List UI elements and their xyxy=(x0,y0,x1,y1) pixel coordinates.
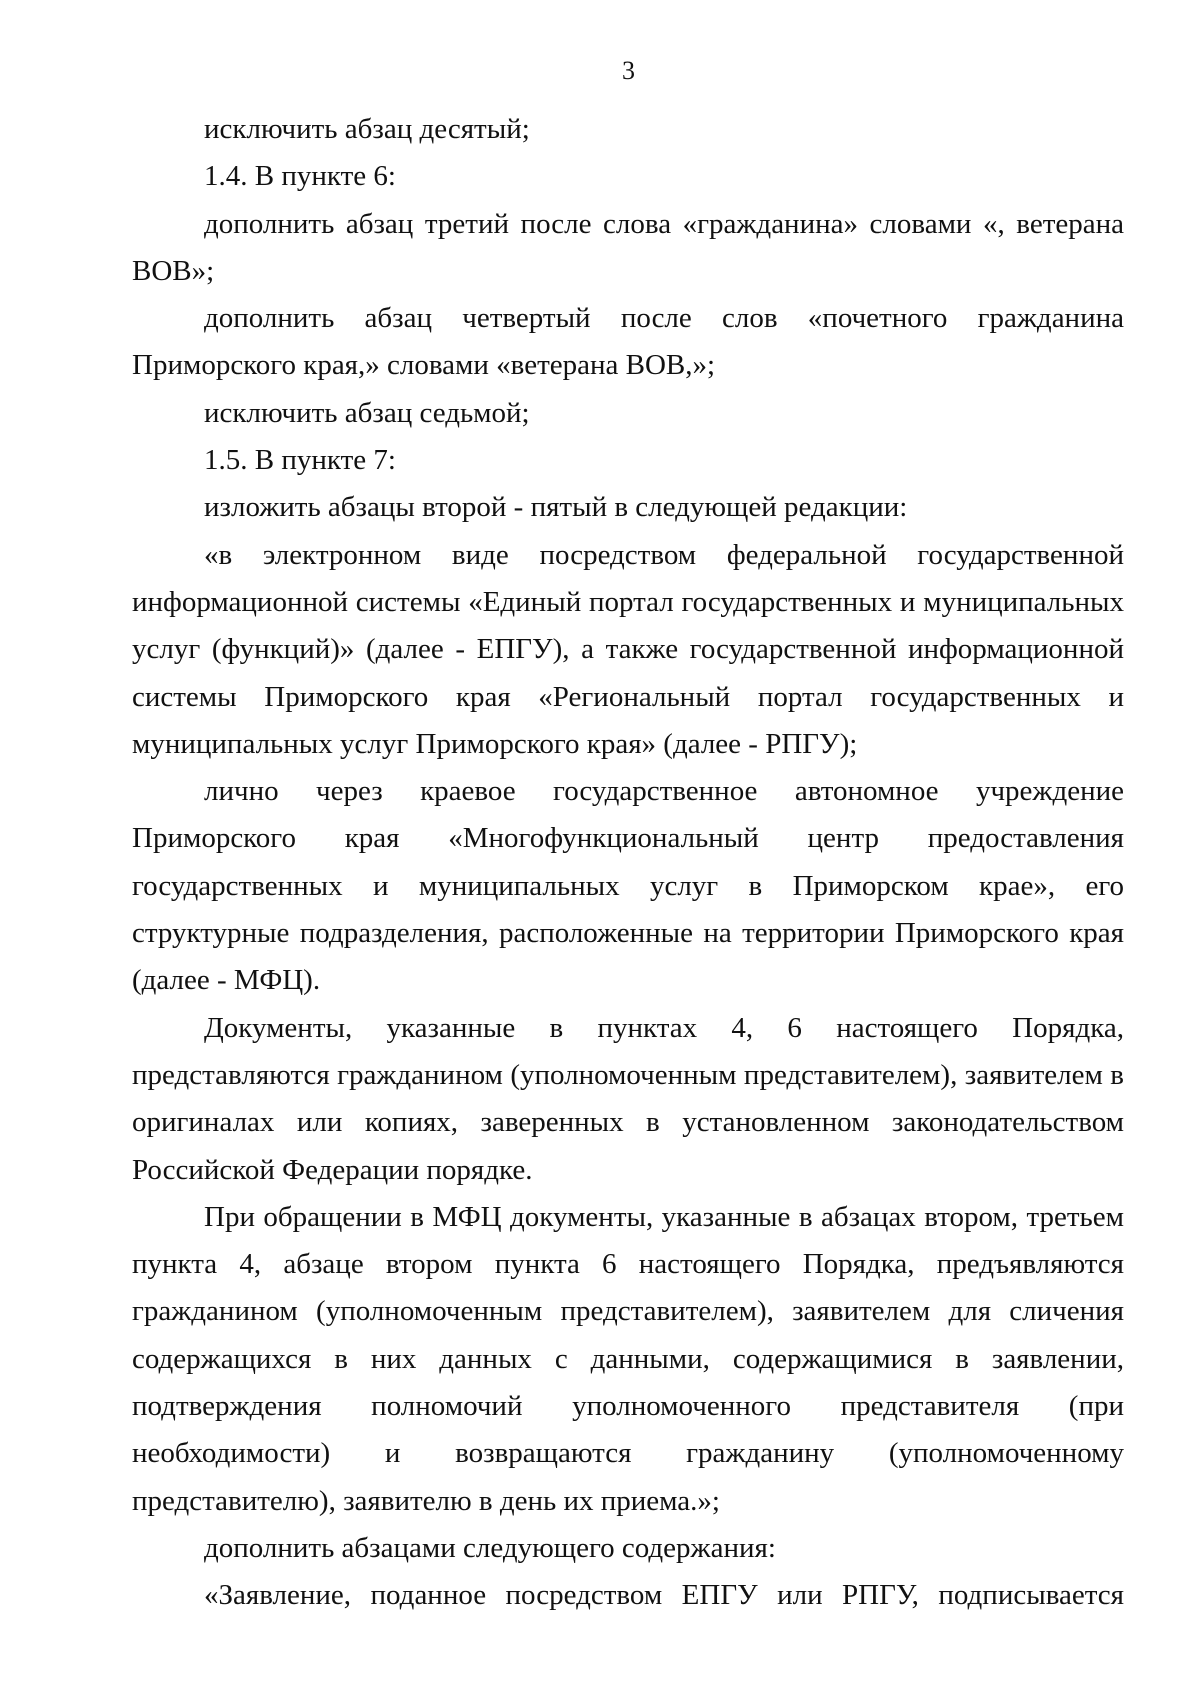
page-number: 3 xyxy=(622,56,635,85)
paragraph-exclude-tenth: исключить абзац десятый; xyxy=(204,113,530,145)
paragraph-exclude-seventh: исключить абзац седьмой; xyxy=(204,396,530,429)
paragraph-amend-third: дополнить абзац третий после слова «гражданина» словами «, ветерана ВОВ»; xyxy=(132,207,1124,287)
document-body xyxy=(132,106,1124,1620)
paragraph-supplement-intro: дополнить абзацами следующего содержания: xyxy=(204,1531,776,1564)
paragraph-item-1-5: 1.5. В пункте 7: xyxy=(204,444,396,477)
paragraph-restate-intro: изложить абзацы второй - пятый в следующей редакции: xyxy=(204,491,908,524)
paragraph-mfc-verification: При обращении в МФЦ документы, указанные в абзацах втором, третьем пункта 4, абзаце втором пункта 6 настоящего Порядка, предъявляются гражданином (уполномоченным представителем), заявителем для сличения содержащихся в них данных с данными, содержащимися в заявлении, подтверждения полномочий уполномоченного представителя (при необходимости) и возвращаются гражданину (уполномоченному представителю), заявителю в день их приема.»; xyxy=(132,1200,1124,1517)
paragraph-application-signing: «Заявление, поданное посредством ЕПГУ или РПГУ, подписывается xyxy=(204,1579,1124,1612)
paragraph-electronic-submission: «в электронном виде посредством федеральной государственной информационной системы «Единый портал государственных и муниципальных услуг (функций)» (далее - ЕПГУ), а также государственной информационной системы Приморского края «Региональный портал государственных и муниципальных услуг Приморского края» (далее - РПГУ); xyxy=(132,538,1124,760)
paragraph-in-person-mfc: лично через краевое государственное автономное учреждение Приморского края «Многофункциональный центр предоставления государственных и муниципальных услуг в Приморском крае», его структурные подразделения, расположенные на территории Приморского края (далее - МФЦ). xyxy=(132,775,1124,997)
paragraph-documents-originals: Документы, указанные в пунктах 4, 6 настоящего Порядка, представляются гражданином (уполномоченным представителем), заявителем в оригиналах или копиях, заверенных в установленном законодательством Российской Федерации порядке. xyxy=(132,1011,1124,1186)
paragraph-amend-fourth: дополнить абзац четвертый после слов «почетного гражданина Приморского края,» словами «ветерана ВОВ,»; xyxy=(132,302,1124,382)
paragraph-item-1-4: 1.4. В пункте 6: xyxy=(204,160,396,193)
